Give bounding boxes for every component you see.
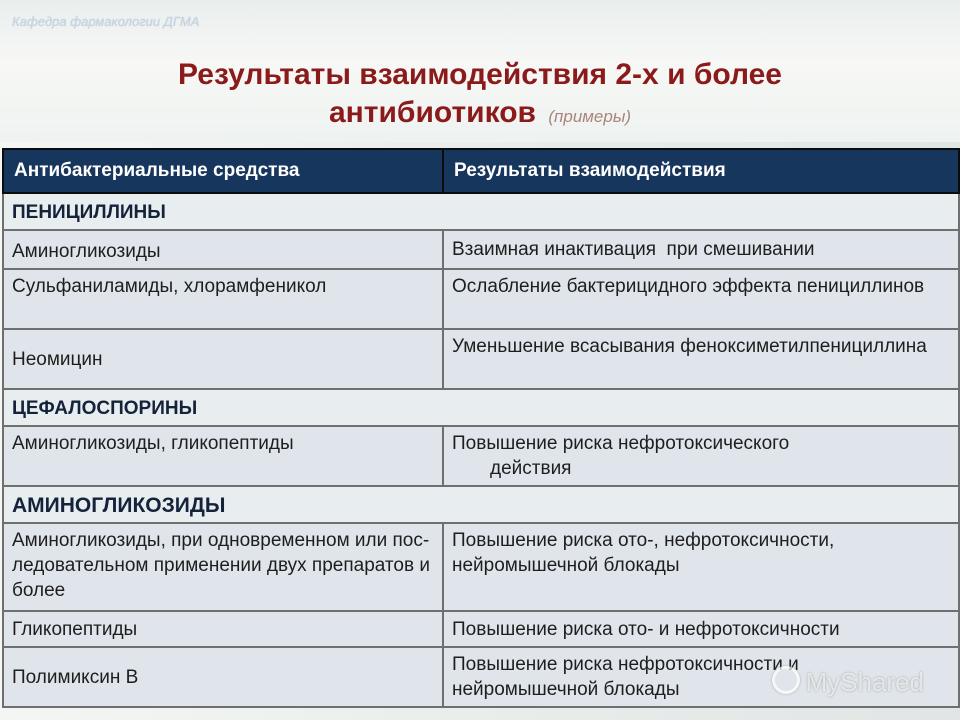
agent-cell: Аминогликозиды xyxy=(3,230,443,269)
header-results: Результаты взаимодействия xyxy=(443,149,959,193)
result-line: Повышение риска нефротоксического xyxy=(452,433,790,454)
section-row-cephalosporins xyxy=(3,389,959,426)
watermark-icon xyxy=(772,666,800,694)
agent-cell: Аминогликозиды, при одновременном или пос-ледовательном применении двух препаратов и более xyxy=(3,523,443,611)
section-row-aminoglycosides xyxy=(3,486,959,523)
table-row xyxy=(3,523,959,611)
section-title: ПЕНИЦИЛЛИНЫ xyxy=(3,193,959,230)
interaction-table xyxy=(2,148,960,708)
agent-cell: Полимиксин В xyxy=(3,647,443,707)
result-cell xyxy=(443,426,959,486)
table-header-row xyxy=(3,149,959,193)
section-row-penicillins xyxy=(3,193,959,230)
result-cell: Ослабление бактерицидного эффекта пенициллинов xyxy=(443,269,959,329)
agent-cell: Аминогликозиды, гликопептиды xyxy=(3,426,443,486)
result-cell: Повышение риска нефротоксичности и нейромышечной блокады xyxy=(443,647,959,707)
result-cell: Уменьшение всасывания феноксиметилпенициллина xyxy=(443,329,959,389)
result-cell: Повышение риска ото-, нефротоксичности, нейромышечной блокады xyxy=(443,523,959,611)
result-cell: Взаимная инактивация при смешивании xyxy=(443,230,959,269)
agent-cell: Неомицин xyxy=(3,329,443,389)
watermark-text: MyShared xyxy=(805,667,924,697)
slide-title-note: (примеры) xyxy=(548,107,632,126)
result-cell: Повышение риска ото- и нефротоксичности xyxy=(443,611,959,647)
table-row xyxy=(3,329,959,389)
result-line: действия xyxy=(490,458,572,479)
slide-title-line1: Результаты взаимодействия 2-х и более xyxy=(178,58,782,91)
table-row xyxy=(3,269,959,329)
slide-title-line2 xyxy=(0,96,960,130)
table-row xyxy=(3,230,959,269)
slide-title-word: антибиотиков xyxy=(328,96,536,129)
section-title: ЦЕФАЛОСПОРИНЫ xyxy=(3,389,959,426)
agent-cell: Сульфаниламиды, хлорамфеникол xyxy=(3,269,443,329)
section-title: АМИНОГЛИКОЗИДЫ xyxy=(3,486,959,523)
department-caption: Кафедра фармакологии ДГМА xyxy=(12,14,200,29)
agent-cell: Гликопептиды xyxy=(3,611,443,647)
watermark xyxy=(772,666,925,698)
table-row xyxy=(3,611,959,647)
table-row xyxy=(3,426,959,486)
header-agents: Антибактериальные средства xyxy=(3,149,443,193)
